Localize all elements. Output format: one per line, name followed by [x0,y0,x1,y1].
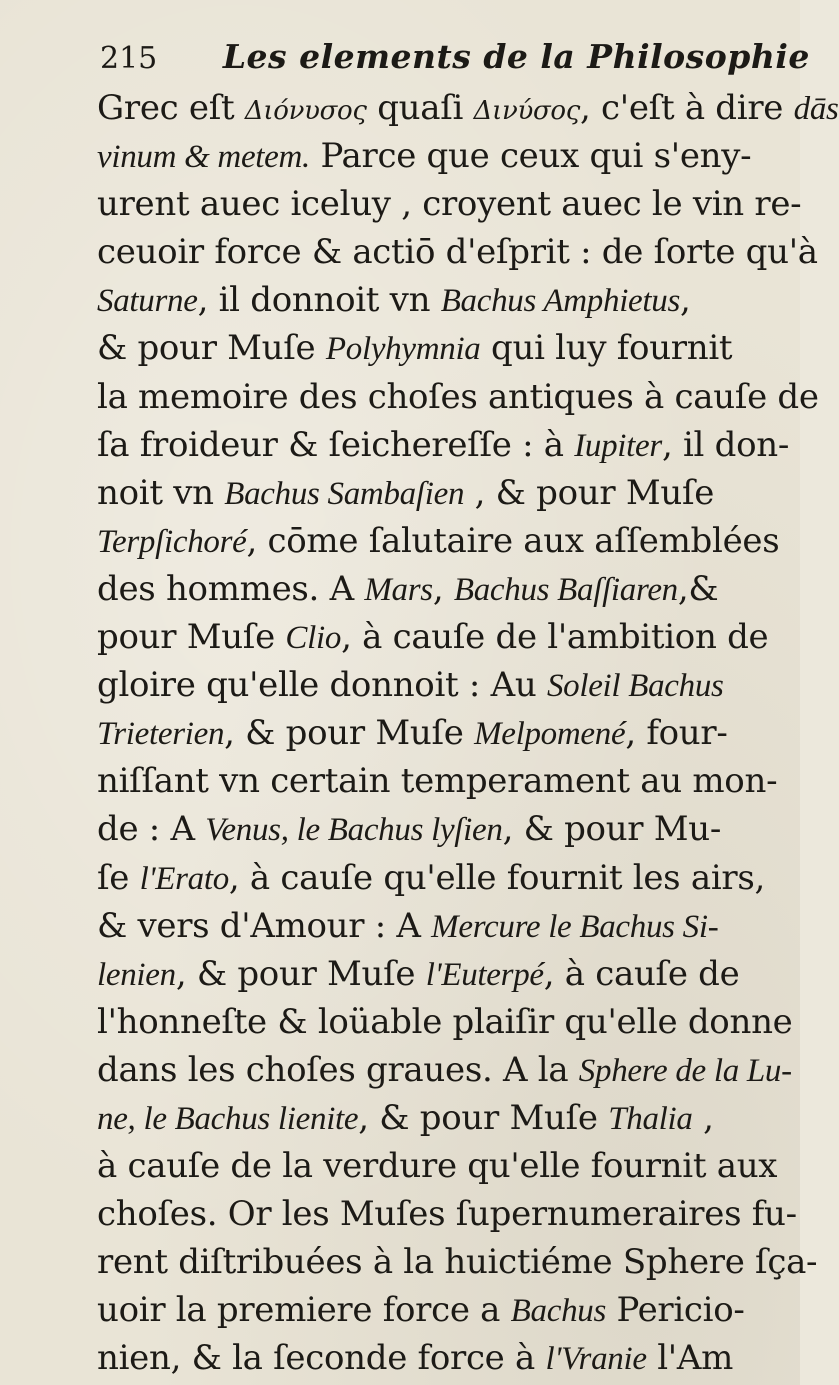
text-line [97,757,787,805]
italic-text: Saturne [97,283,198,320]
text-run: , c'eſt à dire [580,88,794,128]
text-run: rent diſtribuées à la huictiéme Sphere ſça- [97,1242,818,1283]
text-line [97,902,787,950]
text-line [97,373,819,421]
text-run: qui luy fournit [480,328,733,369]
text-run: l'honneſte & loüable plaiſir qu'elle donne [97,1001,793,1042]
italic-text: Bachus Sambaſien [224,475,465,512]
text-run: ,& [677,568,719,609]
text-run: , [680,280,691,321]
text-run: uoir la premiere force a [97,1290,511,1331]
italic-text: vinum & metem. [97,139,310,176]
text-run: ſa froideur & ſeichereſſe : à [97,424,575,465]
italic-text: Mars [364,571,433,608]
text-run: de : A [97,809,206,850]
text-line [97,1094,787,1142]
italic-text: Polyhymnia [325,331,481,368]
italic-text: Mercure le Bachus Si- [431,908,719,945]
text-line [97,1238,818,1286]
italic-text: Iupiter [574,427,662,464]
text-run: urent auec iceluy , croyent auec le vin re- [97,184,802,225]
text-run: , four- [625,713,728,754]
text-line [97,421,790,469]
text-line [97,1046,792,1094]
text-run: à cauſe de la verdure qu'elle fournit aux [97,1146,778,1187]
text-run: , & pour Muſe [464,472,715,513]
text-line [97,805,787,853]
italic-text: Clio [285,620,342,657]
text-line [97,950,787,998]
text-line [97,517,787,565]
text-line [97,565,787,613]
text-line [97,228,818,276]
page-number: 215 [100,41,158,76]
text-run: , cōme ſalutaire aux aſſemblées [246,520,780,561]
italic-text: l'Erato [139,860,229,897]
text-run: niſſant vn certain temperament au mon- [97,761,778,802]
italic-text: Bachus Amphietus [440,283,681,320]
text-line [97,324,787,372]
italic-text: Trieterien [97,716,225,753]
text-run: Grec eſt [97,88,245,128]
text-run: Parce que ceux qui s'eny- [310,136,752,177]
page-header [100,32,810,82]
italic-text: Sphere de la Lu- [578,1052,792,1089]
italic-text: Terpſichoré [97,523,247,560]
text-run: l'Am [646,1338,734,1379]
text-run: , [692,1097,714,1138]
text-run: , à cauſe de [543,953,740,994]
italic-text: Bachus [510,1293,607,1330]
italic-text: Thalia [608,1100,693,1137]
italic-text: Venus, le Bachus lyſien [205,812,503,849]
text-line [97,854,787,902]
body-text [97,84,839,1383]
text-run: nien, & la ſeconde force à [97,1338,546,1379]
italic-text: lenien [97,956,176,993]
text-run: , à cauſe qu'elle fournit les airs, [228,857,765,898]
text-run: , & pour Muſe [358,1097,609,1138]
italic-text: ne, le Bachus lienite [97,1100,359,1137]
text-run: gloire qu'elle donnoit : Au [97,665,547,706]
text-line [97,276,787,324]
running-title: Les elements de la Philosophie [222,37,810,76]
text-run: , à cauſe de l'ambition de [341,617,769,658]
text-run: & vers d'Amour : A [97,905,432,946]
text-run: pour Muſe [97,617,286,658]
text-run: quaſi [366,88,474,128]
text-run: noit vn [97,472,225,513]
text-run: , il don- [661,424,790,465]
text-line [97,661,787,709]
greek-text: Διόνυσος [244,96,367,126]
text-run: ceuoir force & actiō d'eſprit : de ſorte qu'à [97,232,818,273]
italic-text: l'Euterpé [425,956,544,993]
text-line [97,132,787,180]
text-run: Pericio- [606,1290,745,1331]
text-run: , & pour Mu- [502,809,722,850]
text-line [97,1334,787,1382]
italic-text: Melpomené [474,716,626,753]
text-run: & pour Muſe [97,328,326,369]
text-line [97,469,787,517]
text-line [97,1286,787,1334]
text-line [97,84,839,132]
text-run: choſes. Or les Muſes ſupernumeraires fu- [97,1194,797,1235]
text-run: , & pour Muſe [175,953,426,994]
text-run: , il donnoit vn [197,280,441,321]
text-run: , [432,568,454,609]
text-line [97,1190,797,1238]
italic-text: Bachus Baſſiaren [453,571,678,608]
text-line [97,180,802,228]
text-run: des hommes. A [97,568,365,609]
text-line [97,709,787,757]
greek-text: Δινύσος [473,96,581,126]
italic-text: l'Vranie [545,1341,647,1378]
text-line [97,1142,787,1190]
text-run: ſe [97,857,140,898]
text-run: , & pour Muſe [224,713,475,754]
text-line [97,613,787,661]
italic-text: Soleil Bachus [546,668,724,705]
text-run: la memoire des choſes antiques à cauſe de [97,376,819,417]
text-run: dans les choſes graues. A la [97,1049,579,1090]
text-line [97,998,793,1046]
italic-text: dās [793,91,839,127]
